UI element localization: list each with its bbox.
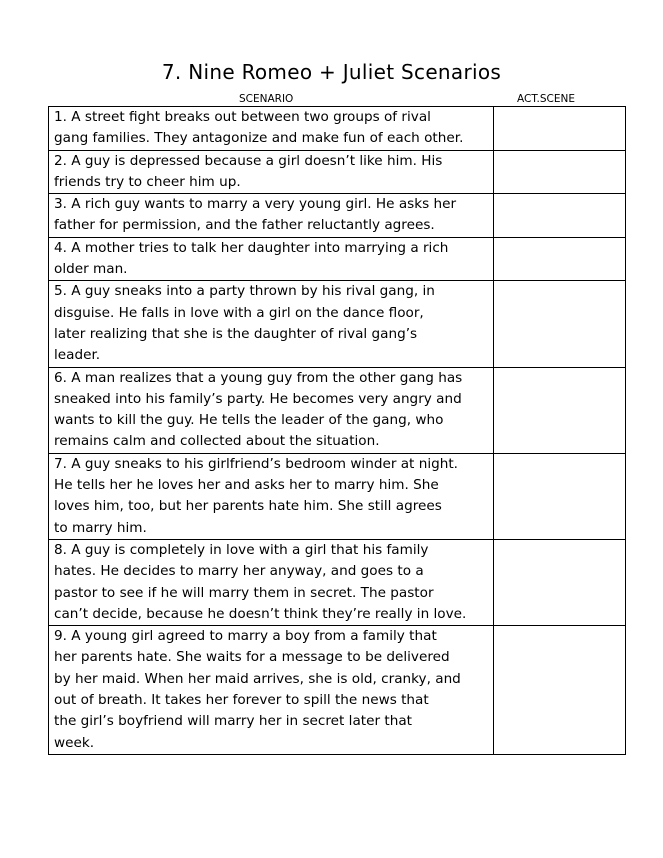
scenario-text-line: pastor to see if he will marry them in secret. The pastor [54, 584, 434, 601]
scenario-row [49, 194, 626, 238]
scenario-row [49, 281, 626, 367]
scenario-text-line: 6. A man realizes that a young guy from the other gang has [54, 369, 463, 386]
act-scene-answer-cell[interactable] [494, 237, 626, 281]
scenario-cell [49, 539, 494, 625]
act-scene-answer-cell[interactable] [494, 626, 626, 755]
act-scene-answer-cell[interactable] [494, 150, 626, 194]
scenario-text-line: 3. A rich guy wants to marry a very young girl. He asks her [54, 196, 457, 213]
act-scene-answer-cell[interactable] [494, 281, 626, 367]
act-scene-answer-cell[interactable] [494, 367, 626, 453]
scenario-text-line: wants to kill the guy. He tells the leader of the gang, who [54, 412, 444, 429]
scenario-cell [49, 150, 494, 194]
scenario-row [49, 367, 626, 453]
scenario-text-line: her parents hate. She waits for a message to be delivered [54, 649, 450, 666]
scenario-cell [49, 237, 494, 281]
scenario-table [48, 106, 626, 755]
scenario-cell [49, 107, 494, 151]
scenario-text-line: father for permission, and the father reluctantly agrees. [54, 217, 435, 234]
scenario-row [49, 539, 626, 625]
scenario-column-header: SCENARIO [239, 93, 294, 105]
scenario-text-line: 8. A guy is completely in love with a girl that his family [54, 541, 429, 558]
scenario-text-line: 5. A guy sneaks into a party thrown by his rival gang, in [54, 283, 435, 300]
scenario-text-line: older man. [54, 261, 128, 278]
act-scene-answer-cell[interactable] [494, 539, 626, 625]
act-scene-answer-cell[interactable] [494, 107, 626, 151]
scenario-text-line: later realizing that she is the daughter of rival gang’s [54, 325, 418, 342]
scenario-text-line: friends try to cheer him up. [54, 173, 241, 190]
scenario-cell [49, 453, 494, 539]
scenario-text-line: 2. A guy is depressed because a girl doesn’t like him. His [54, 152, 443, 169]
scenario-cell [49, 367, 494, 453]
scenario-cell [49, 194, 494, 238]
scenario-text-line: disguise. He falls in love with a girl on the dance floor, [54, 304, 424, 321]
scenario-row [49, 626, 626, 755]
scenario-row [49, 107, 626, 151]
scenario-text-line: week. [54, 734, 95, 751]
scenario-text-line: leader. [54, 347, 101, 364]
scenario-text-line: 4. A mother tries to talk her daughter into marrying a rich [54, 239, 449, 256]
scenario-row [49, 150, 626, 194]
scenario-text-line: remains calm and collected about the situation. [54, 433, 380, 450]
scenario-cell [49, 281, 494, 367]
scenario-table-body [49, 107, 626, 755]
act-scene-column-header: ACT.SCENE [517, 93, 575, 105]
page-title: 7. Nine Romeo + Juliet Scenarios [161, 60, 502, 84]
scenario-text-line: to marry him. [54, 519, 147, 536]
act-scene-answer-cell[interactable] [494, 453, 626, 539]
scenario-text-line: hates. He decides to marry her anyway, and goes to a [54, 563, 424, 580]
scenario-cell [49, 626, 494, 755]
scenario-text-line: gang families. They antagonize and make fun of each other. [54, 130, 464, 147]
scenario-text-line: by her maid. When her maid arrives, she is old, cranky, and [54, 670, 461, 687]
scenario-text-line: out of breath. It takes her forever to spill the news that [54, 692, 429, 709]
act-scene-answer-cell[interactable] [494, 194, 626, 238]
scenario-text-line: can’t decide, because he doesn’t think they’re really in love. [54, 605, 467, 622]
scenario-text-line: 1. A street fight breaks out between two groups of rival [54, 109, 431, 125]
scenario-text-line: the girl’s boyfriend will marry her in secret later that [54, 713, 412, 730]
scenario-text-line: loves him, too, but her parents hate him. She still agrees [54, 498, 442, 515]
scenario-text-line: 9. A young girl agreed to marry a boy from a family that [54, 628, 437, 645]
scenario-text-line: He tells her he loves her and asks her to marry him. She [54, 477, 439, 494]
scenario-text-line: sneaked into his family’s party. He becomes very angry and [54, 390, 462, 407]
scenario-row [49, 237, 626, 281]
scenario-text-line: 7. A guy sneaks to his girlfriend’s bedroom winder at night. [54, 455, 458, 472]
scenario-row [49, 453, 626, 539]
